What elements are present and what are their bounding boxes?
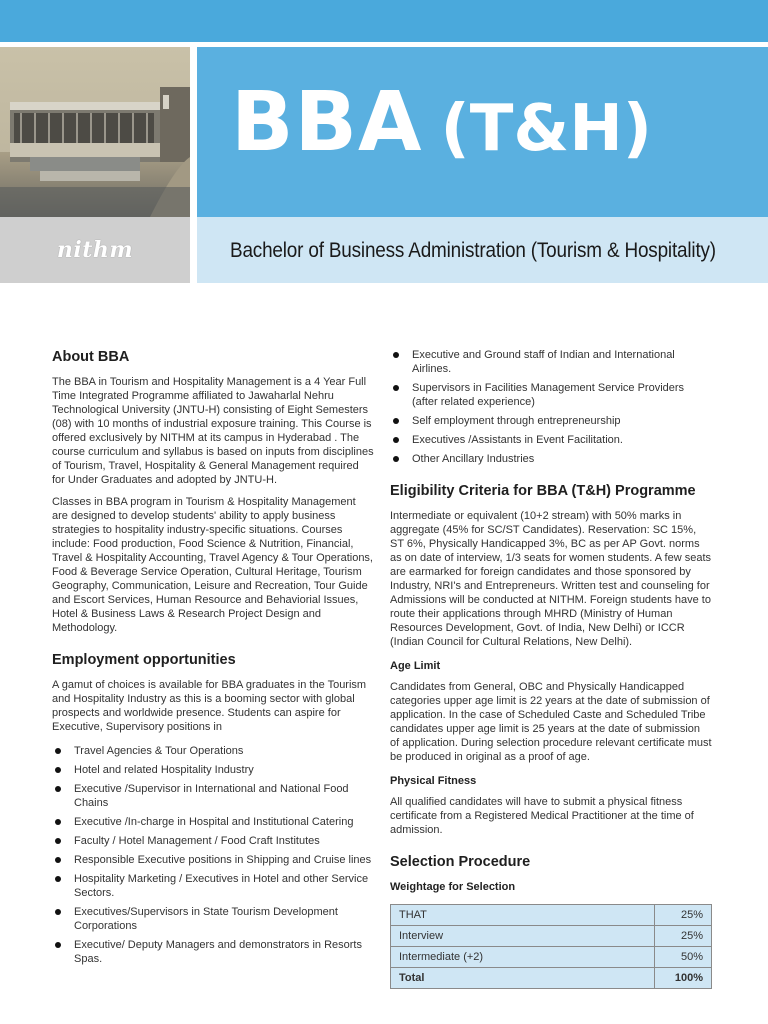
employment-list <box>52 744 374 966</box>
list-item: Executive and Ground staff of Indian and International Airlines. <box>390 348 712 376</box>
logo-panel <box>0 217 190 283</box>
table-row <box>391 926 712 947</box>
table-cell-value: 25% <box>655 905 712 926</box>
table-cell-label: Intermediate (+2) <box>391 947 655 968</box>
title-main-text: BBA <box>231 75 423 170</box>
table-row <box>391 905 712 926</box>
subtitle-band <box>197 217 768 283</box>
title-band <box>197 47 768 217</box>
age-limit-heading: Age Limit <box>390 660 441 672</box>
list-item: Executives /Assistants in Event Facilitation. <box>390 433 712 447</box>
page-title <box>231 75 652 170</box>
list-item: Hotel and related Hospitality Industry <box>52 763 374 777</box>
list-item: Executive /Supervisor in International and National Food Chains <box>52 782 374 810</box>
list-item: Hospitality Marketing / Executives in Hotel and other Service Sectors. <box>52 872 374 900</box>
top-banner-bar <box>0 0 768 42</box>
right-column <box>390 348 712 989</box>
weightage-heading: Weightage for Selection <box>390 881 516 893</box>
list-item: Other Ancillary Industries <box>390 452 712 466</box>
nithm-logo: nithm <box>56 237 134 263</box>
list-item: Self employment through entrepreneurship <box>390 414 712 428</box>
page-subtitle: Bachelor of Business Administration (Tourism & Hospitality) <box>230 237 716 262</box>
table-cell-label: Interview <box>391 926 655 947</box>
employment-intro: A gamut of choices is available for BBA graduates in the Tourism and Hospitality Industry as this is a booming sector with global prospects and worldwide presence. Students can aspire for Executive, Supervisory positions in <box>52 679 367 733</box>
campus-photo <box>0 47 190 217</box>
list-item: Travel Agencies & Tour Operations <box>52 744 374 758</box>
table-cell-value: 100% <box>655 968 712 989</box>
table-total-row <box>391 968 712 989</box>
eligibility-heading: Eligibility Criteria for BBA (T&H) Programme <box>390 483 696 499</box>
table-cell-value: 25% <box>655 926 712 947</box>
list-item: Executive /In-charge in Hospital and Institutional Catering <box>52 815 374 829</box>
age-limit-text: Candidates from General, OBC and Physically Handicapped categories upper age limit is 22 years at the date of submission of application. In the case of Scheduled Caste and Scheduled Tribe candidates upper age limit is 25 years at the date of submission of application. During selection procedure relevant certificate must be produced in original as a proof of age. <box>390 681 712 763</box>
employment-heading: Employment opportunities <box>52 652 236 668</box>
physical-fitness-heading: Physical Fitness <box>390 775 477 787</box>
table-cell-value: 50% <box>655 947 712 968</box>
list-item: Faculty / Hotel Management / Food Craft Institutes <box>52 834 374 848</box>
list-item: Executive/ Deputy Managers and demonstrators in Resorts Spas. <box>52 938 374 966</box>
employment-list-continued <box>390 348 712 466</box>
list-item: Responsible Executive positions in Shipping and Cruise lines <box>52 853 374 867</box>
about-heading: About BBA <box>52 349 130 365</box>
table-row <box>391 947 712 968</box>
about-paragraph-1: The BBA in Tourism and Hospitality Management is a 4 Year Full Time Integrated Programme affiliated to Jawaharlal Nehru Technological University (JNTU-H) consisting of Eight Semesters (08) with 10 months of industrial exposure training. This Course is offered exclusively by NITHM at its campus in Hyderabad . The course curriculum and syllabus is based on inputs from disciplines of Tourism, Travel, Hospitality & General Management required for Under Graduates and adopted by JNTU-H. <box>52 376 374 486</box>
title-suffix-text: (T&H) <box>440 92 652 166</box>
physical-fitness-text: All qualified candidates will have to submit a physical fitness certificate from a Registered Medical Practitioner at the time of admission. <box>390 796 694 836</box>
left-column <box>52 348 374 980</box>
list-item: Supervisors in Facilities Management Service Providers (after related experience) <box>390 381 712 409</box>
table-cell-label: Total <box>391 968 655 989</box>
selection-heading: Selection Procedure <box>390 854 531 870</box>
weightage-table <box>390 904 712 989</box>
about-paragraph-2: Classes in BBA program in Tourism & Hospitality Management are designed to develop students' ability to apply business strategies to hospitality industry-specific situations. Courses include: Food production, Food Science & Nutrition, Financial, Travel & Hospitality Accounting, Travel Agency & Tour Operations, Food & Beverage Service Operation, Cultural Heritage, Tourism Geography, Communication, Leisure and Recreation, Tour Guide and Escort Services, Human Resource and Behaviorial Issues, Hotel & Business Laws & Research Project Design and Methodology. <box>52 496 373 634</box>
list-item: Executives/Supervisors in State Tourism Development Corporations <box>52 905 374 933</box>
eligibility-text: Intermediate or equivalent (10+2 stream) with 50% marks in aggregate (45% for SC/ST Candidates). Reservation: SC 15%, ST 6%, Physically Handicapped 3%, BC as per AP Govt. norms as on date of interview, 1/3 seats for women students. A few seats are earmarked for foreign candidates and those sponsored by Industry, NRI's and Entrepreneurs. Written test and counseling for Admissions will be conducted at NITHM. Foreign students have to route their applications through MHRD (Ministry of Human Resources Development, Govt. of India, New Delhi) or ICCR (Indian Council for Cultural Relations, New Delhi). <box>390 510 712 648</box>
table-cell-label: THAT <box>391 905 655 926</box>
